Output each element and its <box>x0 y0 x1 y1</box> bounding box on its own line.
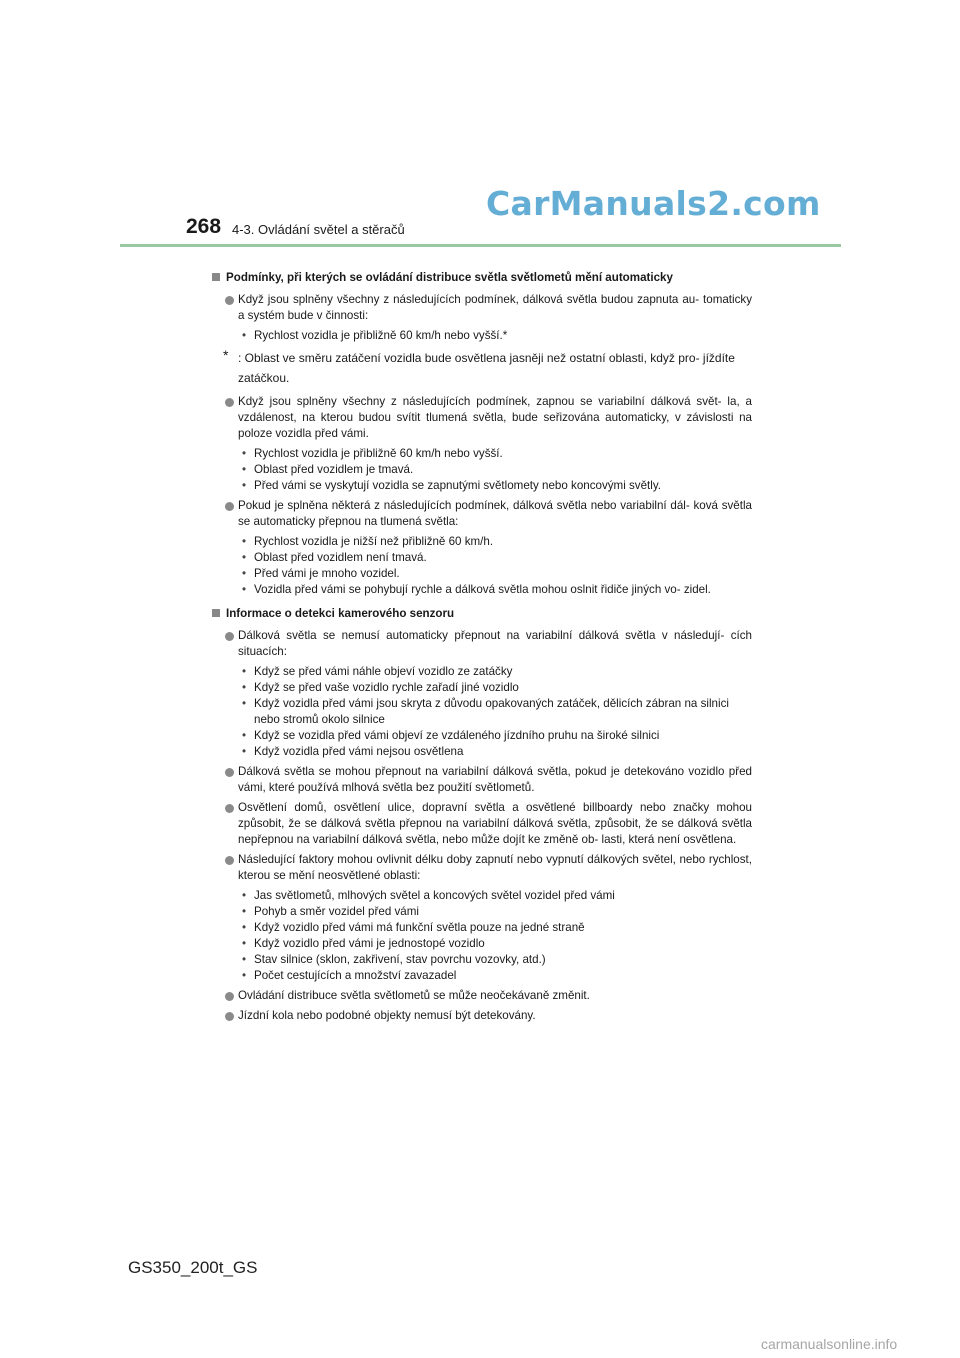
sub-list-text: Vozidla před vámi se pohybují rychle a dálková světla mohou oslnit řidiče jiných vo- zidel. <box>254 583 711 596</box>
sub-list-text: Stav silnice (sklon, zakřivení, stav povrchu vozovky, atd.) <box>254 953 546 966</box>
bullet-text: Když jsou splněny všechny z následujících podmínek, dálková světla budou zapnuta au- tomaticky a systém bude v činnosti: <box>238 293 752 322</box>
sub-list-item <box>212 968 752 984</box>
sub-list-text: Jas světlometů, mlhových světel a koncových světel vozidel před vámi <box>254 889 615 902</box>
bullet-text: Pokud je splněna některá z následujících podmínek, dálková světla nebo variabilní dál- ková světla se automaticky přepnou na tlumená světla: <box>238 499 752 528</box>
sub-list-text: Rychlost vozidla je přibližně 60 km/h nebo vyšší. <box>254 447 503 460</box>
sub-list-item <box>212 550 752 566</box>
section-heading <box>212 270 752 286</box>
small-bullet-icon: • <box>242 729 247 742</box>
sub-list-item <box>212 566 752 582</box>
sub-list-text: Rychlost vozidla je nižší než přibližně 60 km/h. <box>254 535 494 548</box>
sub-list-text: Oblast před vozidlem není tmavá. <box>254 551 427 564</box>
small-bullet-icon: • <box>242 969 247 982</box>
small-bullet-icon: • <box>242 921 247 934</box>
small-bullet-icon: • <box>242 479 247 492</box>
sub-list-text: Oblast před vozidlem je tmavá. <box>254 463 414 476</box>
sub-list-text: Před vámi se vyskytují vozidla se zapnutými světlomety nebo koncovými světly. <box>254 479 662 492</box>
circle-bullet-icon <box>225 1012 234 1021</box>
sub-list-item <box>212 936 752 952</box>
circle-bullet-icon <box>225 296 234 305</box>
bullet-text: Následující faktory mohou ovlivnit délku doby zapnutí nebo vypnutí dálkových světel, nebo rychlost, kterou se mění neosvětlené oblasti: <box>238 853 752 882</box>
sub-list-item <box>212 744 752 760</box>
section-heading <box>212 606 752 622</box>
circle-bullet-icon <box>225 768 234 777</box>
sub-list-text: Když vozidla před vámi jsou skryta z důvodu opakovaných zatáček, dělicích zábran na silnici nebo stromů okolo silnice <box>254 697 729 726</box>
sub-list-text: Když vozidlo před vámi má funkční světla pouze na jedné straně <box>254 921 585 934</box>
small-bullet-icon: • <box>242 953 247 966</box>
sub-list-item <box>212 446 752 462</box>
sub-list-text: Když vozidla před vámi nejsou osvětlena <box>254 745 464 758</box>
bullet-text: Dálková světla se mohou přepnout na variabilní dálková světla, pokud je detekováno vozidlo před vámi, které používá mlhová světla bez použití světlometů. <box>238 765 752 794</box>
sub-list-item <box>212 664 752 680</box>
small-bullet-icon: • <box>242 463 247 476</box>
sub-list-item <box>212 728 752 744</box>
bullet-paragraph <box>212 498 752 530</box>
bullet-paragraph <box>212 852 752 884</box>
bullet-paragraph <box>212 292 752 324</box>
bullet-text: Ovládání distribuce světla světlometů se může neočekávaně změnit. <box>238 989 590 1002</box>
bullet-paragraph <box>212 764 752 796</box>
section-heading-text: Informace o detekci kamerového senzoru <box>226 607 455 620</box>
bullet-paragraph <box>212 628 752 660</box>
bullet-paragraph <box>212 1008 752 1024</box>
footnote <box>212 348 752 388</box>
square-bullet-icon <box>212 273 220 281</box>
bullet-paragraph <box>212 394 752 442</box>
circle-bullet-icon <box>225 502 234 511</box>
circle-bullet-icon <box>225 992 234 1001</box>
bullet-text: Dálková světla se nemusí automaticky přepnout na variabilní dálková světla v následují- cích situacích: <box>238 629 752 658</box>
sub-list <box>212 328 752 344</box>
section-heading-text: Podmínky, při kterých se ovládání distribuce světla světlometů mění automaticky <box>226 271 673 284</box>
sub-list-item <box>212 534 752 550</box>
small-bullet-icon: • <box>242 905 247 918</box>
section-title: 4-3. Ovládání světel a stěračů <box>232 222 405 237</box>
small-bullet-icon: • <box>242 583 247 596</box>
small-bullet-icon: • <box>242 551 247 564</box>
sub-list <box>212 534 752 598</box>
watermark-logo[interactable]: CarManuals2.com <box>486 184 821 223</box>
square-bullet-icon <box>212 609 220 617</box>
circle-bullet-icon <box>225 856 234 865</box>
sub-list-item <box>212 952 752 968</box>
small-bullet-icon: • <box>242 665 247 678</box>
sub-list-text: Když vozidlo před vámi je jednostopé vozidlo <box>254 937 485 950</box>
circle-bullet-icon <box>225 804 234 813</box>
bullet-paragraph <box>212 800 752 848</box>
sub-list-text: Před vámi je mnoho vozidel. <box>254 567 400 580</box>
bullet-paragraph <box>212 988 752 1004</box>
document-body <box>212 262 752 1028</box>
small-bullet-icon: • <box>242 329 247 342</box>
circle-bullet-icon <box>225 632 234 641</box>
small-bullet-icon: • <box>242 681 247 694</box>
sub-list-text: Když se před vaše vozidlo rychle zařadí jiné vozidlo <box>254 681 519 694</box>
small-bullet-icon: • <box>242 535 247 548</box>
sub-list-item <box>212 462 752 478</box>
small-bullet-icon: • <box>242 889 247 902</box>
sub-list-item <box>212 478 752 494</box>
sub-list <box>212 446 752 494</box>
sub-list-text: Pohyb a směr vozidel před vámi <box>254 905 419 918</box>
sub-list-item <box>212 920 752 936</box>
sub-list <box>212 664 752 760</box>
small-bullet-icon: • <box>242 745 247 758</box>
sub-list-text: Když se před vámi náhle objeví vozidlo ze zatáčky <box>254 665 513 678</box>
sub-list-item <box>212 582 752 598</box>
footnote-text: : Oblast ve směru zatáčení vozidla bude osvětlena jasněji než ostatní oblasti, když pro- jíždíte zatáčkou. <box>238 351 735 385</box>
small-bullet-icon: • <box>242 447 247 460</box>
bullet-text: Jízdní kola nebo podobné objekty nemusí být detekovány. <box>238 1009 536 1022</box>
model-code: GS350_200t_GS <box>128 1258 258 1277</box>
header-divider <box>120 244 841 247</box>
sub-list-item <box>212 904 752 920</box>
sub-list-text: Rychlost vozidla je přibližně 60 km/h nebo vyšší.* <box>254 329 508 342</box>
page-number: 268 <box>186 215 222 238</box>
small-bullet-icon: • <box>242 697 247 710</box>
sub-list-item <box>212 328 752 344</box>
bullet-text: Osvětlení domů, osvětlení ulice, dopravní světla a osvětlené billboardy nebo značky mohou způsobit, že se dálková světla přepnou na variabilní dálková světla, způsobit, že se dálková světla nepřepnou na variabilní dálková světla, nebo může dojít ke změně ob- lasti, která není osvětlena. <box>238 801 752 846</box>
small-bullet-icon: • <box>242 937 247 950</box>
sub-list <box>212 888 752 984</box>
sub-list-item <box>212 888 752 904</box>
sub-list-text: Když se vozidla před vámi objeví ze vzdáleného jízdního pruhu na široké silnici <box>254 729 660 742</box>
sub-list-item <box>212 680 752 696</box>
small-bullet-icon: • <box>242 567 247 580</box>
footnote-mark: * <box>223 347 229 363</box>
bullet-text: Když jsou splněny všechny z následujících podmínek, zapnou se variabilní dálková svět- la, a vzdálenost, na kterou budou svítit tlumená světla, bude seřizována automaticky, v závislosti na poloze vozidla před vámi. <box>238 395 752 440</box>
site-watermark[interactable]: carmanualsonline.info <box>761 1336 898 1352</box>
sub-list-item <box>212 696 752 728</box>
sub-list-text: Počet cestujících a množství zavazadel <box>254 969 457 982</box>
circle-bullet-icon <box>225 398 234 407</box>
